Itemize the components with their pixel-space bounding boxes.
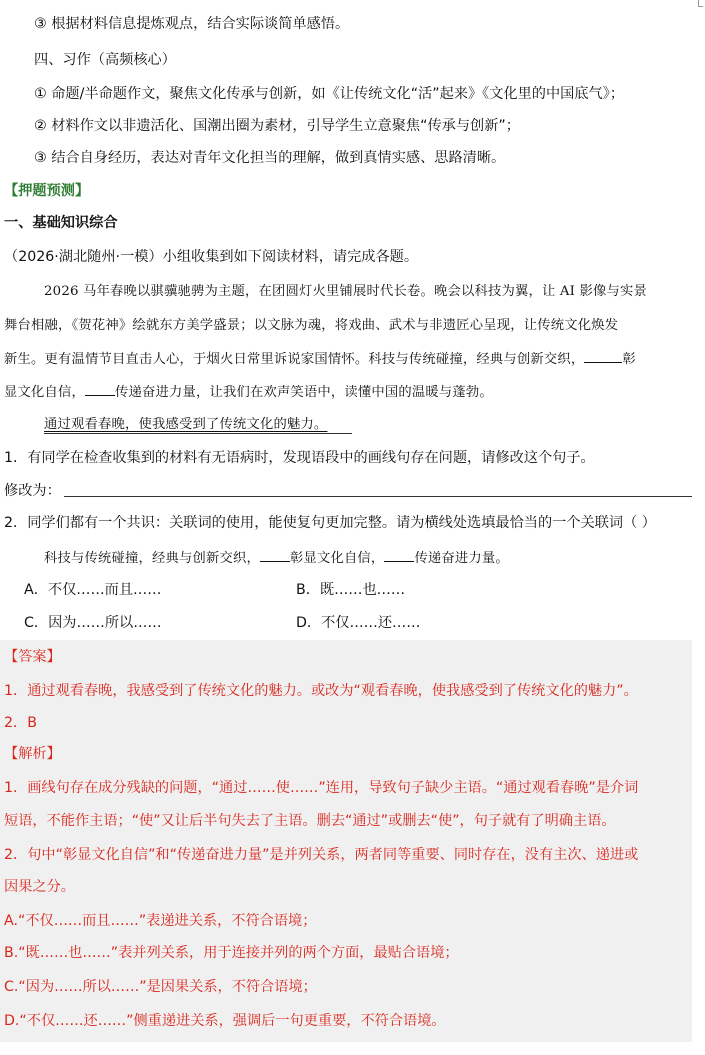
passage-line-4-start: 显文化自信， bbox=[4, 385, 85, 400]
blank-2 bbox=[85, 381, 115, 396]
blank-1 bbox=[584, 348, 622, 363]
answer-tag: 【答案】 bbox=[4, 649, 61, 665]
option-d[interactable]: D．不仅……还…… bbox=[296, 615, 421, 631]
heading-writing: 四、习作（高频核心） bbox=[34, 52, 176, 68]
answer-fill-line[interactable] bbox=[64, 496, 692, 497]
question-1: 1．有同学在检查收集到的材料有无语病时，发现语段中的画线句存在问题，请修改这个句子。 bbox=[4, 450, 595, 466]
question-2-sentence bbox=[44, 547, 509, 569]
underlined-sentence: 通过观看春晚，使我感受到了传统文化的魅力。 bbox=[44, 417, 328, 432]
question-2: 2．同学们都有一个共识：关联词的使用，能使复句更加完整。请为横线处选填最恰当的一个关联词（ ） bbox=[4, 515, 656, 531]
reading-item-3: ③ 根据材料信息提炼观点，结合实际谈简单感悟。 bbox=[34, 16, 350, 32]
passage-line-2: 舞台相融，《贺花神》绘就东方美学盛景；以文脉为魂，将戏曲、武术与非遗匠心呈现，让传统文化焕发 bbox=[4, 318, 619, 333]
analysis-option-c: C.“因为……所以……”是因果关系，不符合语境； bbox=[4, 979, 317, 995]
passage-line-4 bbox=[4, 381, 493, 403]
page-corner-mark bbox=[698, 0, 703, 7]
passage-line-1: 2026 马年春晚以骐骥驰骋为主题，在团圆灯火里铺展时代长卷。晚会以科技为翼，让 AI 影像与实景 bbox=[44, 284, 648, 299]
analysis-line-4: 因果之分。 bbox=[4, 879, 75, 895]
analysis-option-b: B.“既……也……”表并列关系，用于连接并列的两个方面，最贴合语境； bbox=[4, 945, 459, 961]
analysis-line-2: 短语，不能作主语；“使”又让后半句失去了主语。删去“通过”或删去“使”，句子就有了明确主语。 bbox=[4, 813, 616, 829]
option-b[interactable]: B．既……也…… bbox=[296, 582, 406, 598]
analysis-line-1: 1．画线句存在成分残缺的问题，“通过……使……”连用，导致句子缺少主语。“通过观看春晚”是介词 bbox=[4, 780, 639, 796]
answer-1: 1．通过观看春晚，我感受到了传统文化的魅力。或改为“观看春晚，使我感受到了传统文化的魅力”。 bbox=[4, 683, 638, 699]
option-a[interactable]: A．不仅……而且…… bbox=[24, 582, 162, 598]
analysis-tag: 【解析】 bbox=[4, 746, 61, 762]
q2-blank-1 bbox=[260, 547, 290, 562]
answer-2: 2．B bbox=[4, 715, 37, 731]
underline-rule bbox=[44, 433, 352, 434]
analysis-option-d: D.“不仅……还……”侧重递进关系，强调后一句更重要，不符合语境。 bbox=[4, 1013, 446, 1029]
writing-item-1: ① 命题/半命题作文，聚焦文化传承与创新，如《让传统文化“活”起来》《文化里的中国底气》； bbox=[34, 86, 625, 102]
q2-sentence-a: 科技与传统碰撞，经典与创新交织， bbox=[44, 551, 260, 566]
prediction-tag: 【押题预测】 bbox=[4, 183, 90, 199]
option-c[interactable]: C．因为……所以…… bbox=[24, 615, 162, 631]
writing-item-3: ③ 结合自身经历，表达对青年文化担当的理解，做到真情实感、思路清晰。 bbox=[34, 150, 506, 166]
q2-blank-2 bbox=[384, 547, 414, 562]
section-title: 一、基础知识综合 bbox=[4, 215, 118, 231]
analysis-line-3: 2．句中“彰显文化自信”和“传递奋进力量”是并列关系，两者同等重要、同时存在，没有主次、递进或 bbox=[4, 847, 639, 863]
writing-item-2: ② 材料作文以非遗活化、国潮出圈为素材，引导学生立意聚焦“传承与创新”； bbox=[34, 118, 520, 134]
q2-sentence-b: 彰显文化自信， bbox=[289, 551, 385, 566]
intro-text: （2026·湖北随州·一模）小组收集到如下阅读材料，请完成各题。 bbox=[4, 249, 419, 265]
passage-line-3-text: 新生。更有温情节目直击人心，于烟火日常里诉说家国情怀。科技与传统碰撞，经典与创新交织， bbox=[4, 352, 585, 367]
passage-line-3-end: 彰 bbox=[622, 352, 636, 367]
q2-sentence-c: 传递奋进力量。 bbox=[414, 551, 509, 566]
analysis-option-a: A.“不仅……而且……”表递进关系，不符合语境； bbox=[4, 913, 317, 929]
passage-line-3 bbox=[4, 348, 636, 370]
question-1-fill-label: 修改为： bbox=[4, 483, 61, 499]
passage-line-4-end: 传递奋进力量，让我们在欢声笑语中，读懂中国的温暖与蓬勃。 bbox=[114, 385, 493, 400]
